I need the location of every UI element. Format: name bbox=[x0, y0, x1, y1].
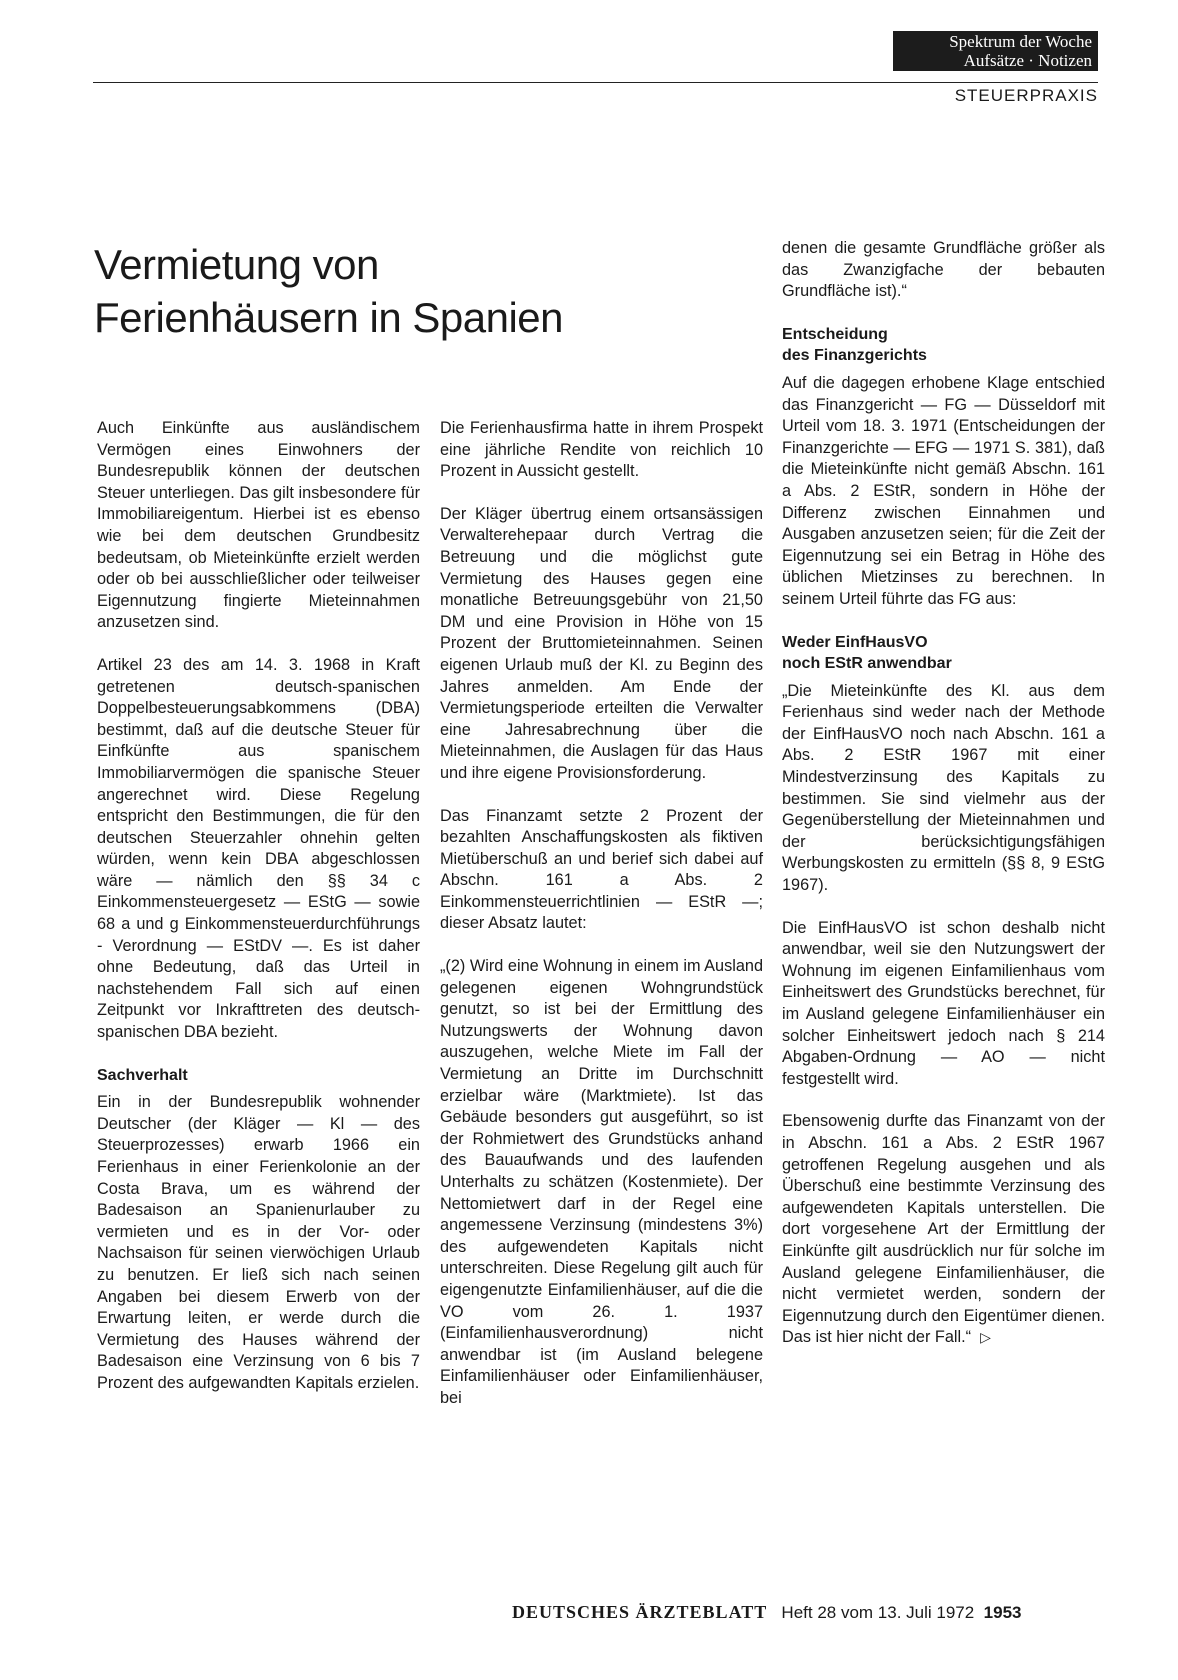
issue-info: Heft 28 vom 13. Juli 1972 bbox=[781, 1603, 975, 1622]
paragraph: Auch Einkünfte aus ausländischem Vermögen eines Einwohners der Bundesrepublik können der deutschen Steuer unterliegen. Das gilt insbesondere für Immobiliareigentum. Hierbei ist es ebenso wie bei dem deutschen Grundbesitz bedeutsam, ob Mieteinkünfte erzielt werden oder ob bei ausschließlicher oder teilweiser Eigennutzung fingierte Mieteinnahmen anzusetzen sind. bbox=[97, 419, 420, 632]
paragraph: Die Ferienhausfirma hatte in ihrem Prospekt eine jährliche Rendite von reichlich 10 Prozent in Aussicht gestellt. bbox=[440, 419, 763, 481]
subheading-line: Entscheidung bbox=[782, 325, 888, 343]
title-line-2: Ferienhäusern in Spanien bbox=[94, 294, 563, 341]
paragraph: Der Kläger übertrug einem ortsansässigen Verwalterehepaar durch Vertrag die Betreuung und die möglichst gute Vermietung des Hauses gegen eine monatliche Betreuungsgebühr von 21,50 DM und eine Provision in Höhe von 15 Prozent der Bruttomieteinnahmen. Seinen eigenen Urlaub muß der Kl. zu Beginn des Jahres anmelden. Am Ende der Vermietungsperiode erteilten die Verwalter eine Jahresabrechnung über die Mieteinnahmen, die Auslagen für das Haus und ihre eigene Provisionsforderung. bbox=[440, 504, 763, 782]
paragraph: Die EinfHausVO ist schon deshalb nicht anwendbar, weil sie den Nutzungswert der Wohnung im eigenen Einfamilienhaus vom Einheitswert des Grundstücks berechnet, für im Ausland gelegene Einfamilienhäuser ein solcher Einheitswert jedoch nach § 214 Abgaben-Ordnung — AO — nicht festgestellt wird. bbox=[782, 918, 1105, 1088]
section-badge bbox=[893, 31, 1098, 71]
badge-line-1: Spektrum der Woche bbox=[949, 32, 1092, 51]
continue-arrow-icon: ▷ bbox=[980, 1329, 991, 1346]
paragraph: denen die gesamte Grundfläche größer als das Zwanzigfache der bebauten Grundfläche ist).“ bbox=[782, 239, 1105, 301]
paragraph: Artikel 23 des am 14. 3. 1968 in Kraft getretenen deutsch-spanischen Doppelbesteuerungsabkommens (DBA) bestimmt, daß auf die deutsche Steuer für Einfkünfte aus spanischem Immobiliarvermögen die spanische Steuer angerechnet wird. Diese Regelung entspricht den Bestimmungen, die für den deutschen Steuerzahler ohnehin gelten würden, wenn kein DBA abgeschlossen wäre — nämlich den §§ 34 c Einkommensteuergesetz — EStG — sowie 68 a und g Einkommensteuerdurchführungs - Verordnung — EStDV —. Es ist daher ohne Bedeutung, daß das Urteil in nachstehendem Fall sich auf einen Zeitpunkt vor Inkrafttreten des deutsch-spanischen DBA bezieht. bbox=[97, 655, 420, 1042]
column-1 bbox=[97, 418, 420, 1416]
subheading-sachverhalt: Sachverhalt bbox=[97, 1066, 188, 1084]
paragraph bbox=[782, 1111, 1105, 1349]
column-2 bbox=[440, 418, 763, 1431]
page-footer bbox=[512, 1602, 1021, 1623]
paragraph: Das Finanzamt setzte 2 Prozent der bezahlten Anschaffungskosten als fiktiven Mietüberschuß an und berief sich dabei auf Abschn. 161 a Abs. 2 Einkommensteuerrichtlinien — EStR —; dieser Absatz lautet: bbox=[440, 806, 763, 933]
badge-line-2: Aufsätze · Notizen bbox=[963, 51, 1092, 70]
journal-name: DEUTSCHES ÄRZTEBLATT bbox=[512, 1602, 768, 1622]
subheading-weder bbox=[782, 632, 1105, 675]
quoted-paragraph: „(2) Wird eine Wohnung in einem im Ausland gelegenen eigenen Wohngrundstück genutzt, so ist bei der Ermittlung des Nutzungswerts der Wohnung davon auszugehen, welche Miete im Fall der Vermietung an Dritte im Durchschnitt erzielbar wäre (Marktmiete). Ist das Gebäude besonders gut ausgeführt, so ist der Rohmietwert des Grundstücks anhand des Bauaufwands und des laufenden Unterhalts zu schätzen (Kostenmiete). Der Nettomietwert darf in der Regel eine angemessene Verzinsung (mindestens 3%) des aufgewendeten Kapitals nicht unterschreiten. Diese Regelung gilt auch für eigengenutzte Einfamilienhäuser, auf die die VO vom 26. 1. 1937 (Einfamilienhausverordnung) nicht anwendbar ist (im Ausland belegene Einfamilienhäuser oder Einfamilienhäuser, bei bbox=[440, 957, 763, 1407]
header-rule bbox=[93, 82, 1098, 83]
paragraph: „Die Mieteinkünfte des Kl. aus dem Ferienhaus sind weder nach der Methode der EinfHausVO noch nach Abschn. 161 a Abs. 2 EStR 1967 mit einer Mindestverzinsung des Kapitals zu bestimmen. Sie sind vielmehr aus der Gegenüberstellung der Mieteinnahmen und der berücksichtigungsfähigen Werbungskosten zu ermitteln (§§ 8, 9 EStG 1967). bbox=[782, 681, 1105, 895]
section-label: STEUERPRAXIS bbox=[954, 86, 1098, 105]
subheading-line: Weder EinfHausVO bbox=[782, 633, 928, 651]
subheading-entscheidung bbox=[782, 324, 1105, 367]
paragraph: Ein in der Bundesrepublik wohnender Deutscher (der Kläger — Kl — des Steuerprozesses) erwarb 1966 ein Ferienhaus in einer Ferienkolonie an der Costa Brava, um es während der Badesaison an Spanienurlauber zu vermieten und es in der Vor- oder Nachsaison für seinen vierwöchigen Urlaub zu benutzen. Er ließ sich nach seinen Angaben bei diesem Erwerb von der Erwartung leiten, er werde durch die Vermietung des Hauses während der Badesaison eine Verzinsung von 6 bis 7 Prozent des aufgewandten Kapitals erzielen. bbox=[97, 1093, 420, 1392]
subheading-line: des Finanzgerichts bbox=[782, 347, 927, 365]
paragraph: Auf die dagegen erhobene Klage entschied das Finanzgericht — FG — Düsseldorf mit Urteil vom 18. 3. 1971 (Entscheidungen der Finanzgerichte — EFG — 1971 S. 381), daß die Mieteinkünfte nicht gemäß Abschn. 161 a Abs. 2 EStR, sondern in Höhe der Differenz zwischen Einnahmen und Ausgaben anzusetzen seien; für die Zeit der Eigennutzung sei ein Betrag in Höhe des üblichen Mietzinses zu berechnen. In seinem Urteil führte das FG aus: bbox=[782, 373, 1105, 608]
title-line-1: Vermietung von bbox=[94, 241, 379, 288]
column-3 bbox=[782, 238, 1105, 1370]
paragraph-text: Ebensowenig durfte das Finanzamt von der in Abschn. 161 a Abs. 2 EStR 1967 getroffenen Regelung ausgehen und als Überschuß eine bestimmte Verzinsung des aufgewendeten Kapitals unterstellen. Die dort vorgesehene Art der Ermittlung der Einkünfte gilt ausdrücklich nur für solche im Ausland gelegene Einfamilienhäuser, die nicht vermietet werden, sondern der Eigennutzung durch den Eigentümer dienen. Das ist hier nicht der Fall.“ bbox=[782, 1112, 1105, 1347]
article-title bbox=[94, 238, 563, 344]
subheading-line: noch EStR anwendbar bbox=[782, 655, 952, 673]
page-number: 1953 bbox=[983, 1603, 1022, 1622]
